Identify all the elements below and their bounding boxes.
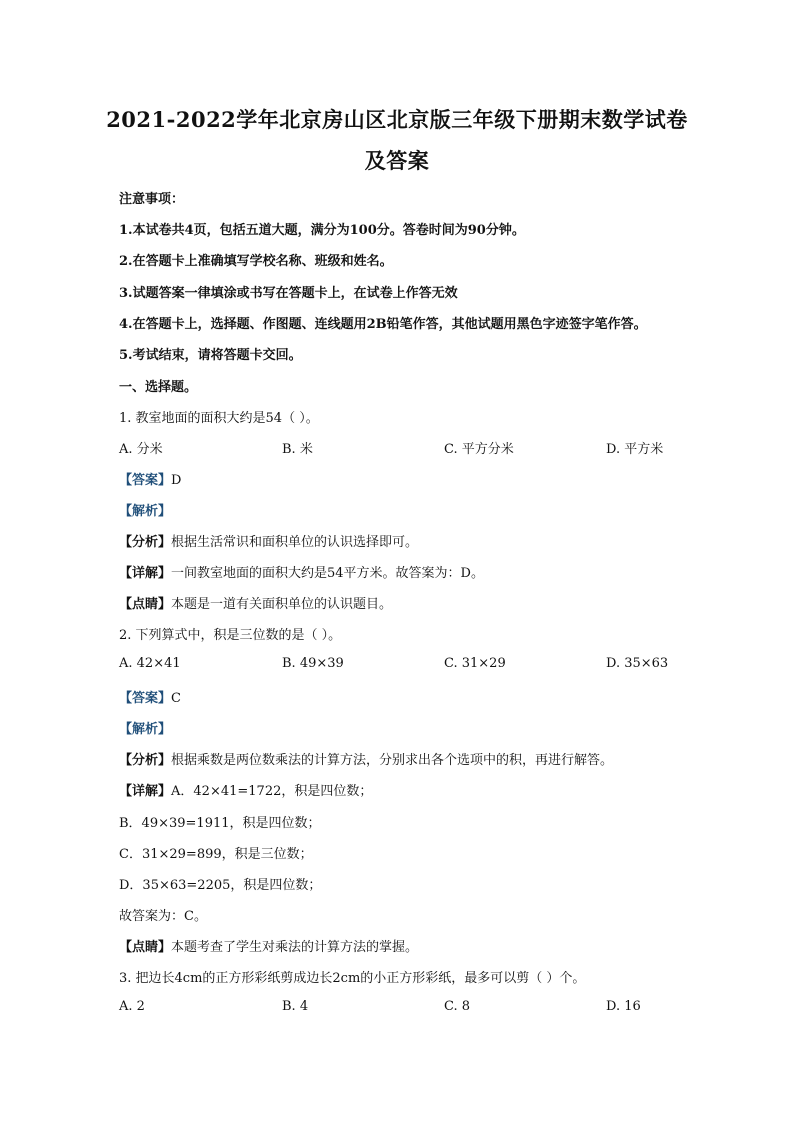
fenxi-text: 根据乘数是两位数乘法的计算方法，分别求出各个选项中的积，再进行解答。 [171, 753, 614, 768]
q1-dianjing [119, 593, 392, 612]
dianjing-tag: 【点睛】 [119, 597, 172, 612]
answer-value: C [171, 691, 181, 706]
q3-option-a: A. 2 [119, 999, 145, 1014]
note-item-2: 2.在答题卡上准确填写学校名称、班级和姓名。 [119, 254, 393, 269]
xiangjie-text: 一间教室地面的面积大约是54平方米。故答案为：D。 [171, 566, 484, 581]
xiangjie-tag: 【详解】 [119, 784, 172, 799]
analysis-tag: 【解析】 [119, 504, 172, 519]
q3-option-c: C. 8 [444, 999, 471, 1014]
q2-step-b: B．49×39=1911，积是四位数； [119, 816, 321, 831]
note-item-5: 5.考试结束，请将答题卡交回。 [119, 348, 302, 363]
q1-answer [119, 469, 181, 488]
q1-xiangjie [119, 562, 484, 581]
note-item-4: 4.在答题卡上，选择题、作图题、连线题用2B铅笔作答，其他试题用黑色字迹签字笔作答。 [119, 317, 647, 332]
fenxi-text: 根据生活常识和面积单位的认识选择即可。 [171, 535, 419, 550]
q2-answer [119, 687, 181, 706]
q1-option-a: A. 分米 [119, 442, 163, 457]
dianjing-tag: 【点睛】 [119, 940, 172, 955]
answer-value: D [171, 473, 182, 488]
q1-option-b: B. 米 [282, 442, 313, 457]
q2-option-c: C. 31×29 [444, 656, 506, 671]
q2-option-b: B. 49×39 [282, 656, 344, 671]
q1-analysis [119, 500, 171, 519]
q2-step-d: D．35×63=2205，积是四位数； [119, 878, 322, 893]
answer-tag: 【答案】 [119, 473, 172, 488]
q3-option-d: D. 16 [606, 999, 641, 1014]
question-3: 3. 把边长4cm的正方形彩纸剪成边长2cm的小正方形彩纸，最多可以剪（ ）个。 [119, 971, 586, 986]
answer-tag: 【答案】 [119, 691, 172, 706]
q2-conclusion: 故答案为：C。 [119, 909, 207, 924]
analysis-tag: 【解析】 [119, 722, 172, 737]
xiangjie-tag: 【详解】 [119, 566, 172, 581]
q2-dianjing [119, 936, 418, 955]
notes-heading: 注意事项： [119, 192, 185, 207]
xiangjie-text: A．42×41=1722，积是四位数； [171, 784, 373, 799]
q1-option-d: D. 平方米 [606, 442, 664, 457]
note-item-3: 3.试题答案一律填涂或书写在答题卡上，在试卷上作答无效 [119, 286, 458, 301]
question-1: 1. 教室地面的面积大约是54（ ）。 [119, 411, 319, 426]
q1-option-c: C. 平方分米 [444, 442, 514, 457]
q1-fenxi [119, 531, 418, 550]
q2-option-a: A. 42×41 [119, 656, 181, 671]
q2-xiangjie [119, 780, 372, 799]
q2-option-d: D. 35×63 [606, 656, 669, 671]
note-item-1: 1.本试卷共4页，包括五道大题，满分为100分。答卷时间为90分钟。 [119, 223, 525, 238]
fenxi-tag: 【分析】 [119, 535, 172, 550]
document-title-line-1: 2021-2022学年北京房山区北京版三年级下册期末数学试卷 [106, 107, 688, 132]
fenxi-tag: 【分析】 [119, 753, 172, 768]
section-heading: 一、选择题。 [119, 380, 198, 395]
document-title-line-2: 及答案 [364, 148, 430, 173]
question-2: 2. 下列算式中，积是三位数的是（ ）。 [119, 628, 342, 643]
q3-option-b: B. 4 [282, 999, 309, 1014]
dianjing-text: 本题考查了学生对乘法的计算方法的掌握。 [171, 940, 419, 955]
q2-step-c: C．31×29=899，积是三位数； [119, 847, 313, 862]
dianjing-text: 本题是一道有关面积单位的认识题目。 [171, 597, 393, 612]
q2-fenxi [119, 749, 613, 768]
q2-analysis [119, 718, 171, 737]
